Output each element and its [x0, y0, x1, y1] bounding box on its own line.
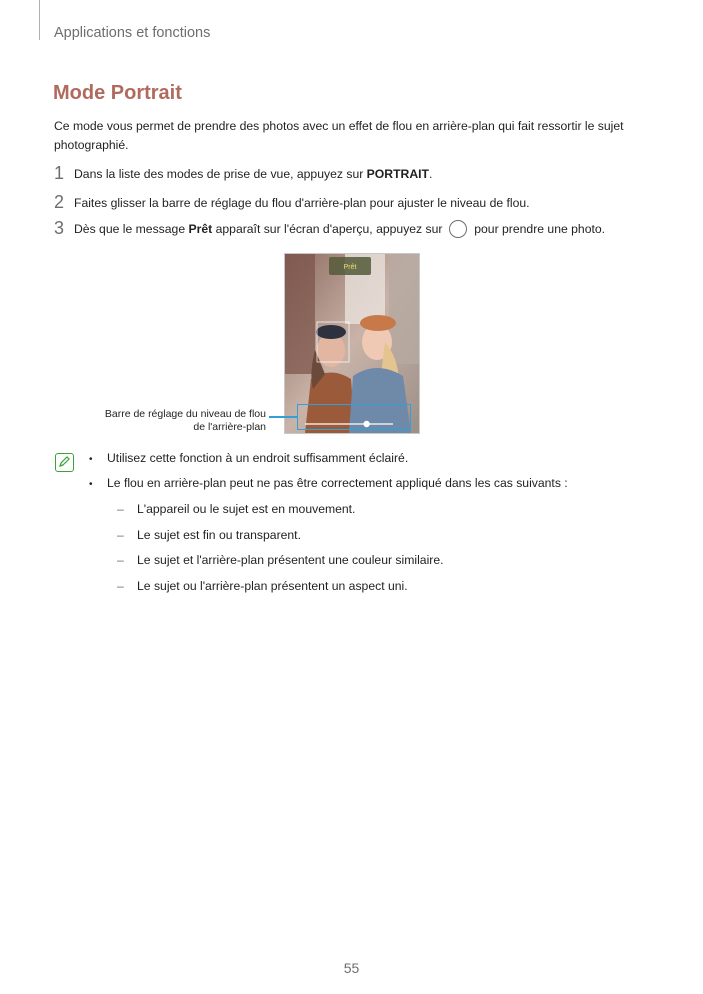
step-text: Faites glisser la barre de réglage du flou d'arrière-plan pour ajuster le niveau de flou.	[74, 195, 530, 210]
step-number: 2	[54, 192, 65, 212]
note-bullet	[89, 476, 568, 493]
intro-paragraph: Ce mode vous permet de prendre des photos avec un effet de flou en arrière-plan qui fait ressortir le sujet photographié.	[54, 119, 624, 152]
dash-icon: –	[117, 553, 124, 567]
bullet-dot-icon: •	[89, 454, 93, 465]
callout-label-line-1: Barre de réglage du niveau de flou	[104, 408, 266, 420]
dash-icon: –	[117, 528, 124, 542]
note-bullet	[89, 451, 408, 468]
blur-slider-highlight	[297, 404, 411, 430]
step-number: 3	[54, 218, 65, 238]
step-2	[54, 192, 530, 213]
note-sub-item	[117, 528, 301, 542]
note-sub-item-text: L'appareil ou le sujet est en mouvement.	[137, 502, 356, 516]
dash-icon: –	[117, 579, 124, 593]
note-pencil-icon	[55, 453, 74, 472]
step-keyword: PORTRAIT	[366, 166, 429, 181]
callout-line	[269, 416, 297, 418]
step-keyword: Prêt	[188, 221, 213, 236]
step-text: Dans la liste des modes de prise de vue, appuyez sur	[74, 166, 367, 181]
margin-rule	[39, 0, 40, 40]
dash-icon: –	[117, 502, 124, 516]
callout-label	[62, 408, 266, 434]
note-sub-item	[117, 553, 444, 567]
step-text-end: .	[428, 166, 433, 181]
note-sub-item-text: Le sujet et l'arrière-plan présentent une couleur similaire.	[137, 553, 444, 567]
step-number: 1	[54, 163, 65, 183]
step-text: Dès que le message	[74, 221, 189, 236]
bullet-dot-icon: •	[89, 479, 93, 490]
page-number: 55	[343, 960, 360, 976]
running-head: Applications et fonctions	[54, 25, 211, 41]
step-text-middle: apparaît sur l'écran d'aperçu, appuyez sur	[212, 221, 446, 236]
section-title: Mode Portrait	[53, 82, 182, 104]
status-chip-label: Prêt	[343, 264, 357, 271]
step-3	[54, 218, 605, 239]
shutter-button-icon	[449, 220, 467, 238]
note-bullet-text: Utilisez cette fonction à un endroit suffisamment éclairé.	[107, 451, 409, 465]
note-sub-item	[117, 502, 355, 516]
callout-label-line-2: de l'arrière-plan	[193, 421, 266, 433]
note-sub-item	[117, 579, 408, 593]
step-1	[54, 163, 432, 184]
note-sub-item-text: Le sujet est fin ou transparent.	[137, 528, 301, 542]
step-text-end: pour prendre une photo.	[470, 221, 606, 236]
note-bullet-text: Le flou en arrière-plan peut ne pas être correctement appliqué dans les cas suivants :	[107, 476, 568, 490]
note-sub-item-text: Le sujet ou l'arrière-plan présentent un aspect uni.	[137, 579, 408, 593]
